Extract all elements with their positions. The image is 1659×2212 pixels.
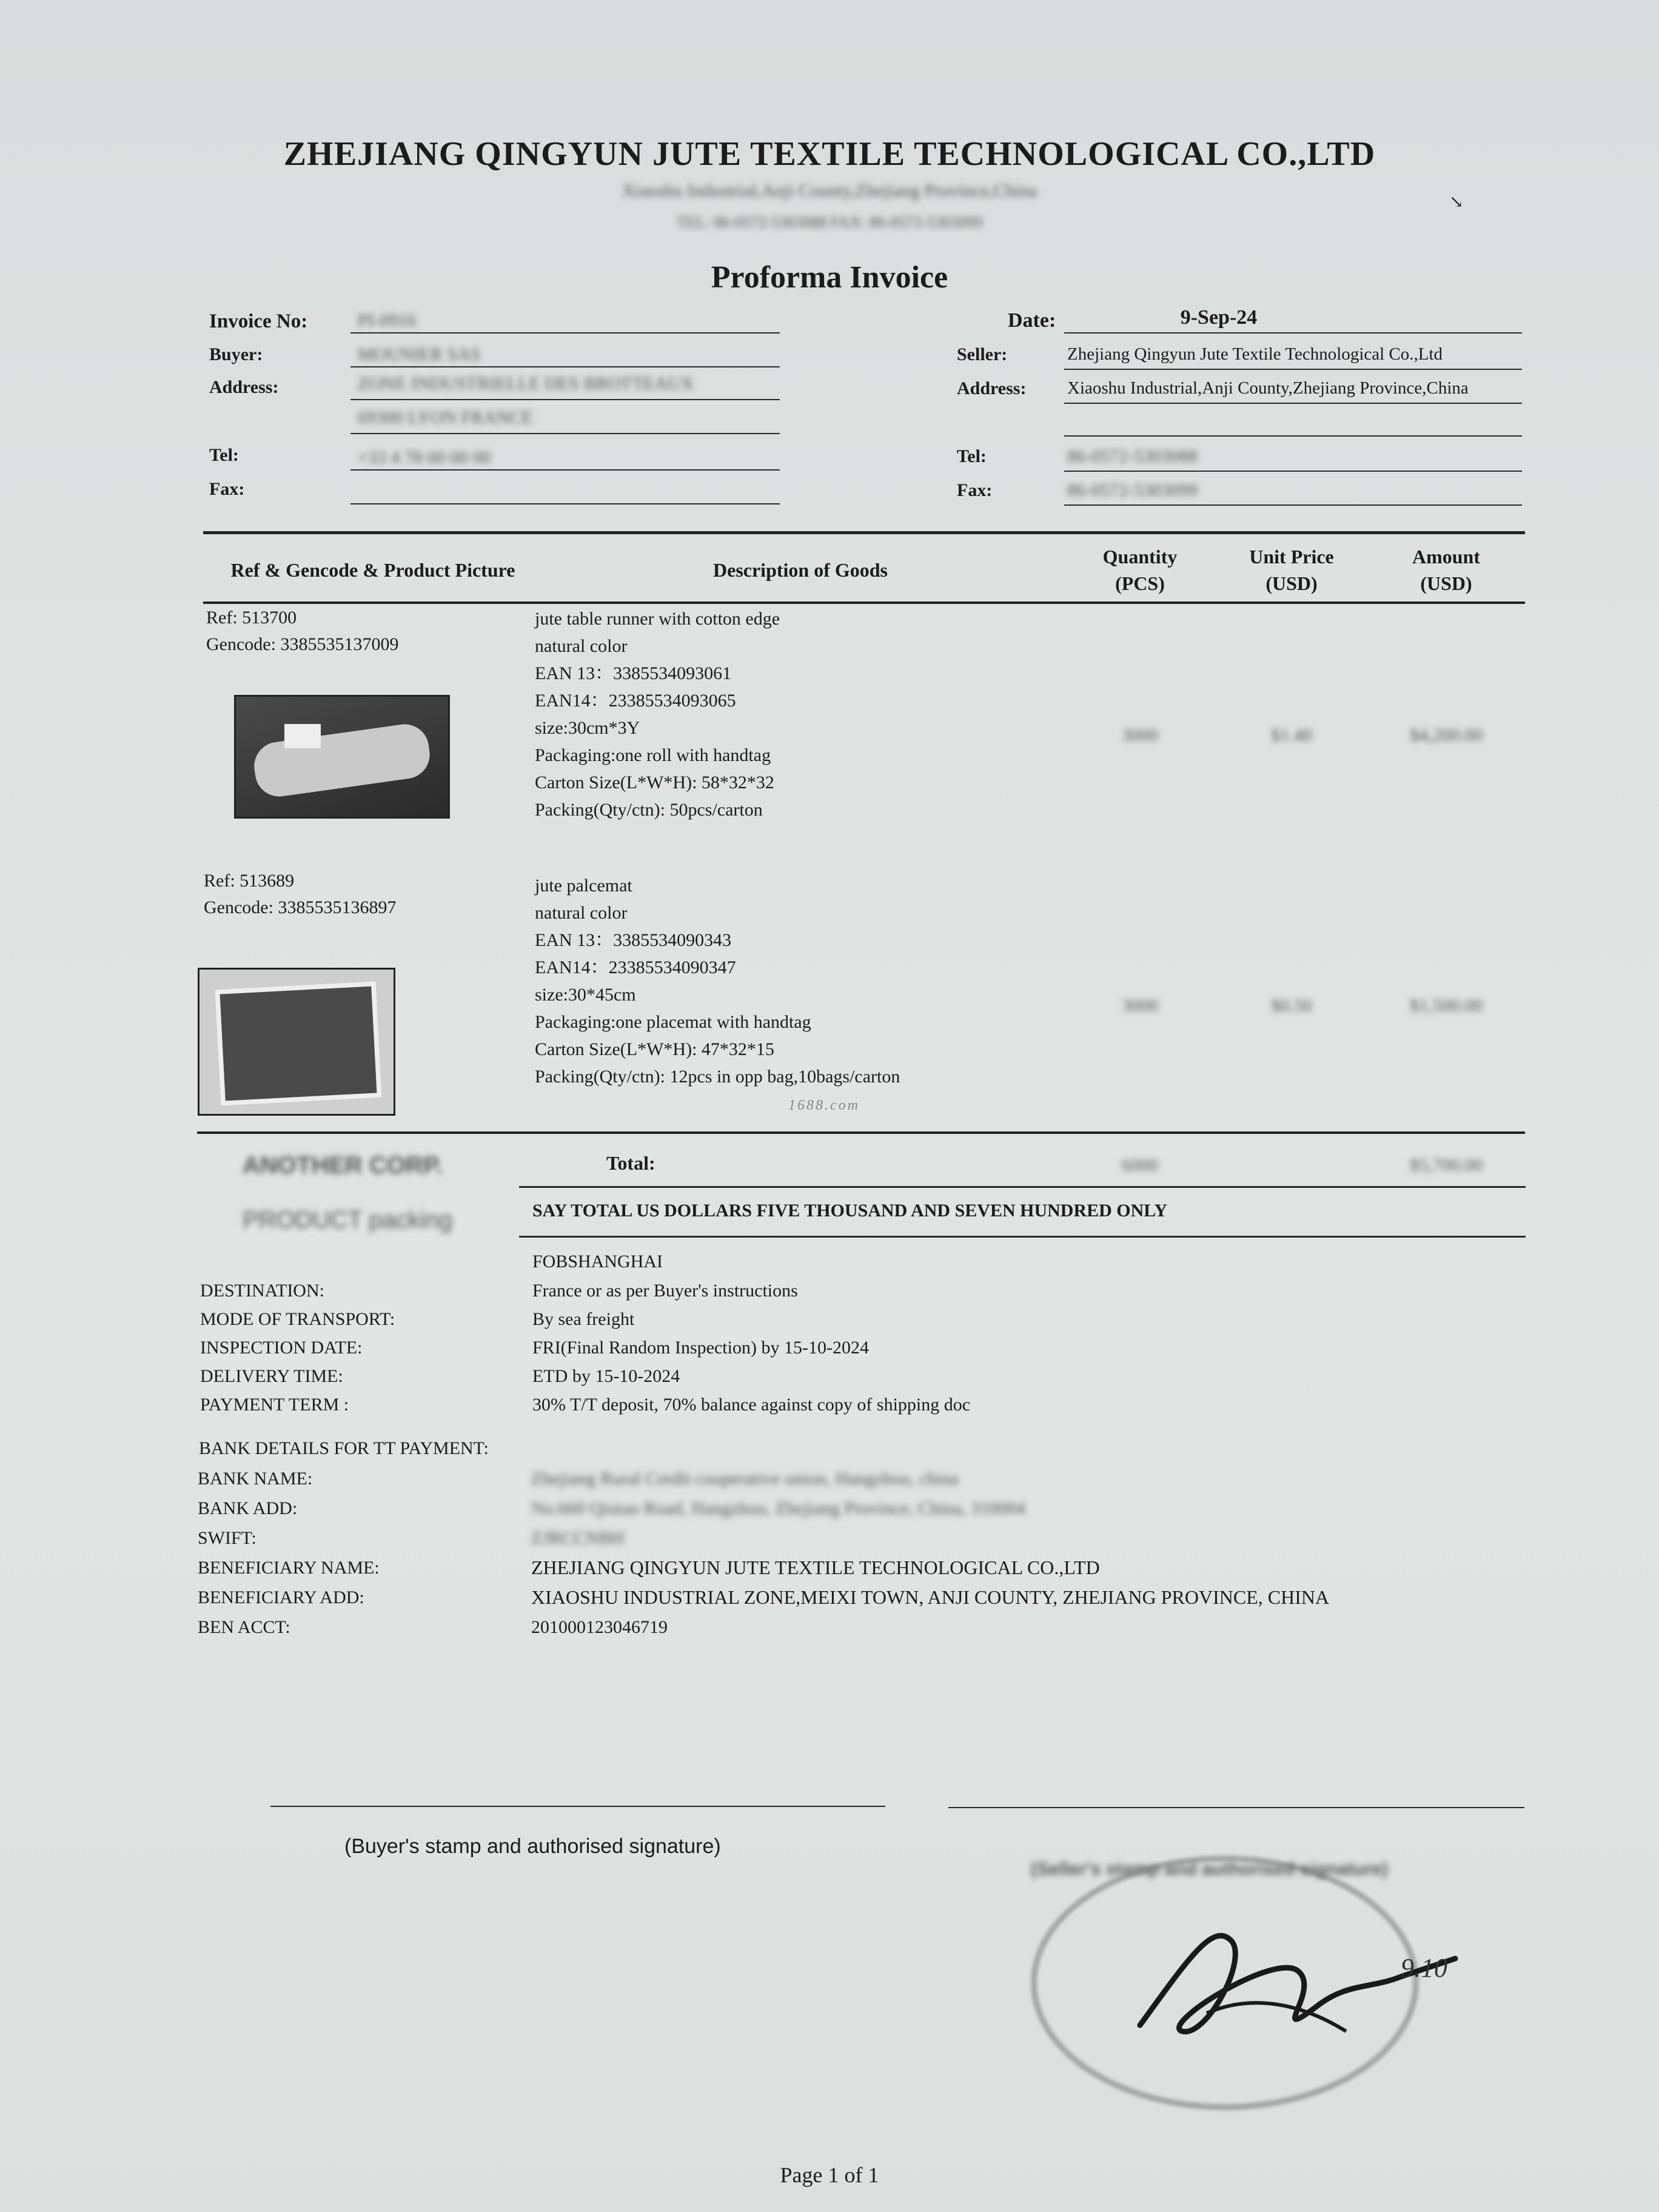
term-label: DESTINATION: — [200, 1281, 324, 1301]
row2-description — [535, 872, 900, 1090]
buyer-label: Buyer: — [209, 344, 263, 364]
col-header-ref: Ref & Gencode & Product Picture — [230, 559, 515, 581]
pen-mark-icon: ↘ — [1449, 193, 1464, 212]
bank-add-label: BANK ADD: — [198, 1498, 298, 1518]
row2-desc-line: natural color — [535, 903, 628, 923]
invoice-no-label: Invoice No: — [209, 310, 308, 332]
buyer-tel-label: Tel: — [209, 445, 239, 465]
date-label: Date: — [1008, 309, 1056, 332]
row2-desc-line: EAN14：23385534090347 — [535, 957, 736, 977]
total-amount: $5,700.00 — [1410, 1155, 1483, 1175]
row1-desc-line: natural color — [535, 636, 628, 656]
buyer-fax-label: Fax: — [209, 479, 245, 499]
row2-amount: $1,500.00 — [1410, 996, 1483, 1016]
buyer-tel-value: +33 4 78 00 00 00 — [358, 447, 491, 468]
term-value: 30% T/T deposit, 70% balance against copy of shipping doc — [532, 1395, 971, 1415]
row1-desc-line: EAN 13：3385534093061 — [535, 663, 732, 683]
page-number: Page 1 of 1 — [780, 2163, 879, 2187]
left-blurred-label-1: ANOTHER CORP. — [243, 1152, 443, 1179]
seller-fax-value: 86-0572-5303099 — [1067, 480, 1198, 500]
buyer-address-line-1: ZONE INDUSTRIELLE DES BROTTEAUX — [358, 374, 694, 394]
col-header-amount: Amount (USD) — [1412, 546, 1480, 594]
beneficiary-add-label: BENEFICIARY ADD: — [198, 1587, 364, 1607]
swift-label: SWIFT: — [198, 1528, 256, 1548]
product-image-table-runner — [234, 695, 450, 819]
term-label: INSPECTION DATE: — [200, 1338, 363, 1358]
watermark: 1688.com — [788, 1098, 860, 1113]
left-blurred-label-2: PRODUCT packing — [243, 1207, 453, 1233]
date-value: 9-Sep-24 — [1180, 306, 1258, 329]
seller-value: Zhejiang Qingyun Jute Textile Technological Co.,Ltd — [1067, 344, 1443, 364]
row2-desc-line: Packaging:one placemat with handtag — [535, 1012, 811, 1032]
total-qty: 6000 — [1122, 1155, 1158, 1175]
company-title: ZHEJIANG QINGYUN JUTE TEXTILE TECHNOLOGICAL CO.,LTD — [283, 135, 1376, 173]
row1-desc-line: Carton Size(L*W*H): 58*32*32 — [535, 773, 774, 793]
row1-desc-line: jute table runner with cotton edge — [535, 609, 780, 629]
terms-labels — [200, 1276, 395, 1419]
invoice-no-value: PI-0916 — [358, 310, 417, 330]
company-tel-fax: TEL: 86-0572-5303088 FAX: 86-0572-5303099 — [676, 213, 983, 231]
product-image-placemat — [198, 968, 395, 1116]
total-label: Total: — [606, 1152, 655, 1174]
row1-gencode: Gencode: 3385535137009 — [206, 634, 399, 654]
buyer-value: MOUNIER SAS — [358, 344, 481, 364]
row2-desc-line: Carton Size(L*W*H): 47*32*15 — [535, 1039, 774, 1059]
buyer-address-line-2: 69300 LYON FRANCE — [358, 407, 533, 427]
row1-description — [535, 605, 780, 823]
row1-desc-line: EAN14：23385534093065 — [535, 691, 736, 711]
swift-value: ZJRCCNBH — [531, 1528, 625, 1548]
seller-label: Seller: — [957, 344, 1008, 364]
signature-date-note: 9.10 — [1401, 1953, 1447, 1983]
seller-address-label: Address: — [957, 378, 1027, 398]
term-value: By sea freight — [532, 1309, 635, 1329]
term-value: ETD by 15-10-2024 — [532, 1366, 680, 1386]
row1-desc-line: Packaging:one roll with handtag — [535, 745, 771, 765]
row2-desc-line: jute palcemat — [535, 876, 632, 896]
seller-tel-value: 86-0572-5303088 — [1067, 446, 1198, 466]
bank-labels — [198, 1464, 380, 1642]
row2-desc-line: EAN 13：3385534090343 — [535, 930, 732, 950]
row1-price: $1.40 — [1271, 725, 1312, 745]
row1-desc-line: Packing(Qty/ctn): 50pcs/carton — [535, 800, 763, 820]
say-total: SAY TOTAL US DOLLARS FIVE THOUSAND AND SEVEN HUNDRED ONLY — [532, 1201, 1168, 1221]
row2-desc-line: Packing(Qty/ctn): 12pcs in opp bag,10bags/carton — [535, 1067, 900, 1087]
beneficiary-add-value: XIAOSHU INDUSTRIAL ZONE,MEIXI TOWN, ANJI COUNTY, ZHEJIANG PROVINCE, CHINA — [531, 1586, 1330, 1608]
seller-signature-caption: (Seller's stamp and authorised signature) — [1031, 1859, 1388, 1879]
row2-ref: Ref: 513689 — [204, 871, 295, 891]
col-header-desc: Description of Goods — [713, 559, 888, 581]
bank-values — [531, 1464, 1329, 1642]
buyer-address-label: Address: — [209, 377, 279, 397]
row2-desc-line: size:30*45cm — [535, 985, 636, 1005]
seller-address-value: Xiaoshu Industrial,Anji County,Zhejiang Province,China — [1067, 378, 1469, 398]
col-header-qty: Quantity (PCS) — [1102, 546, 1178, 594]
ben-acct-label: BEN ACCT: — [198, 1617, 290, 1637]
bank-add-value: No.660 Qiutao Road, Hangzhou, Zhejiang Province, China, 310004 — [531, 1498, 1025, 1518]
term-value: France or as per Buyer's instructions — [532, 1281, 798, 1301]
document-title: Proforma Invoice — [711, 260, 948, 295]
beneficiary-name-value: ZHEJIANG QINGYUN JUTE TEXTILE TECHNOLOGICAL CO.,LTD — [531, 1557, 1100, 1578]
buyer-signature-caption: (Buyer's stamp and authorised signature) — [344, 1835, 721, 1858]
term-label: DELIVERY TIME: — [200, 1366, 343, 1386]
incoterm: FOBSHANGHAI — [532, 1252, 663, 1272]
bank-name-label: BANK NAME: — [198, 1469, 313, 1489]
row1-qty: 3000 — [1122, 725, 1158, 745]
col-header-price: Unit Price (USD) — [1249, 546, 1334, 594]
bank-heading: BANK DETAILS FOR TT PAYMENT: — [199, 1438, 489, 1458]
terms-values — [532, 1276, 970, 1419]
bank-name-value: Zhejiang Rural Credit cooperative union, Hangzhou, china — [531, 1469, 959, 1489]
row1-desc-line: size:30cm*3Y — [535, 718, 640, 738]
term-label: MODE OF TRANSPORT: — [200, 1309, 395, 1329]
row2-gencode: Gencode: 3385535136897 — [204, 897, 397, 917]
ben-acct-value: 201000123046719 — [531, 1617, 668, 1637]
term-label: PAYMENT TERM : — [200, 1395, 349, 1415]
beneficiary-name-label: BENEFICIARY NAME: — [198, 1558, 380, 1578]
row2-qty: 3000 — [1122, 996, 1158, 1016]
row1-amount: $4,200.00 — [1410, 725, 1483, 745]
row1-ref: Ref: 513700 — [206, 608, 297, 628]
seller-tel-label: Tel: — [957, 446, 987, 466]
term-value: FRI(Final Random Inspection) by 15-10-2024 — [532, 1338, 869, 1358]
company-address: Xiaoshu Industrial,Anji County,Zhejiang Province,China — [622, 181, 1037, 201]
seller-fax-label: Fax: — [957, 480, 993, 500]
row2-price: $0.50 — [1271, 996, 1312, 1016]
